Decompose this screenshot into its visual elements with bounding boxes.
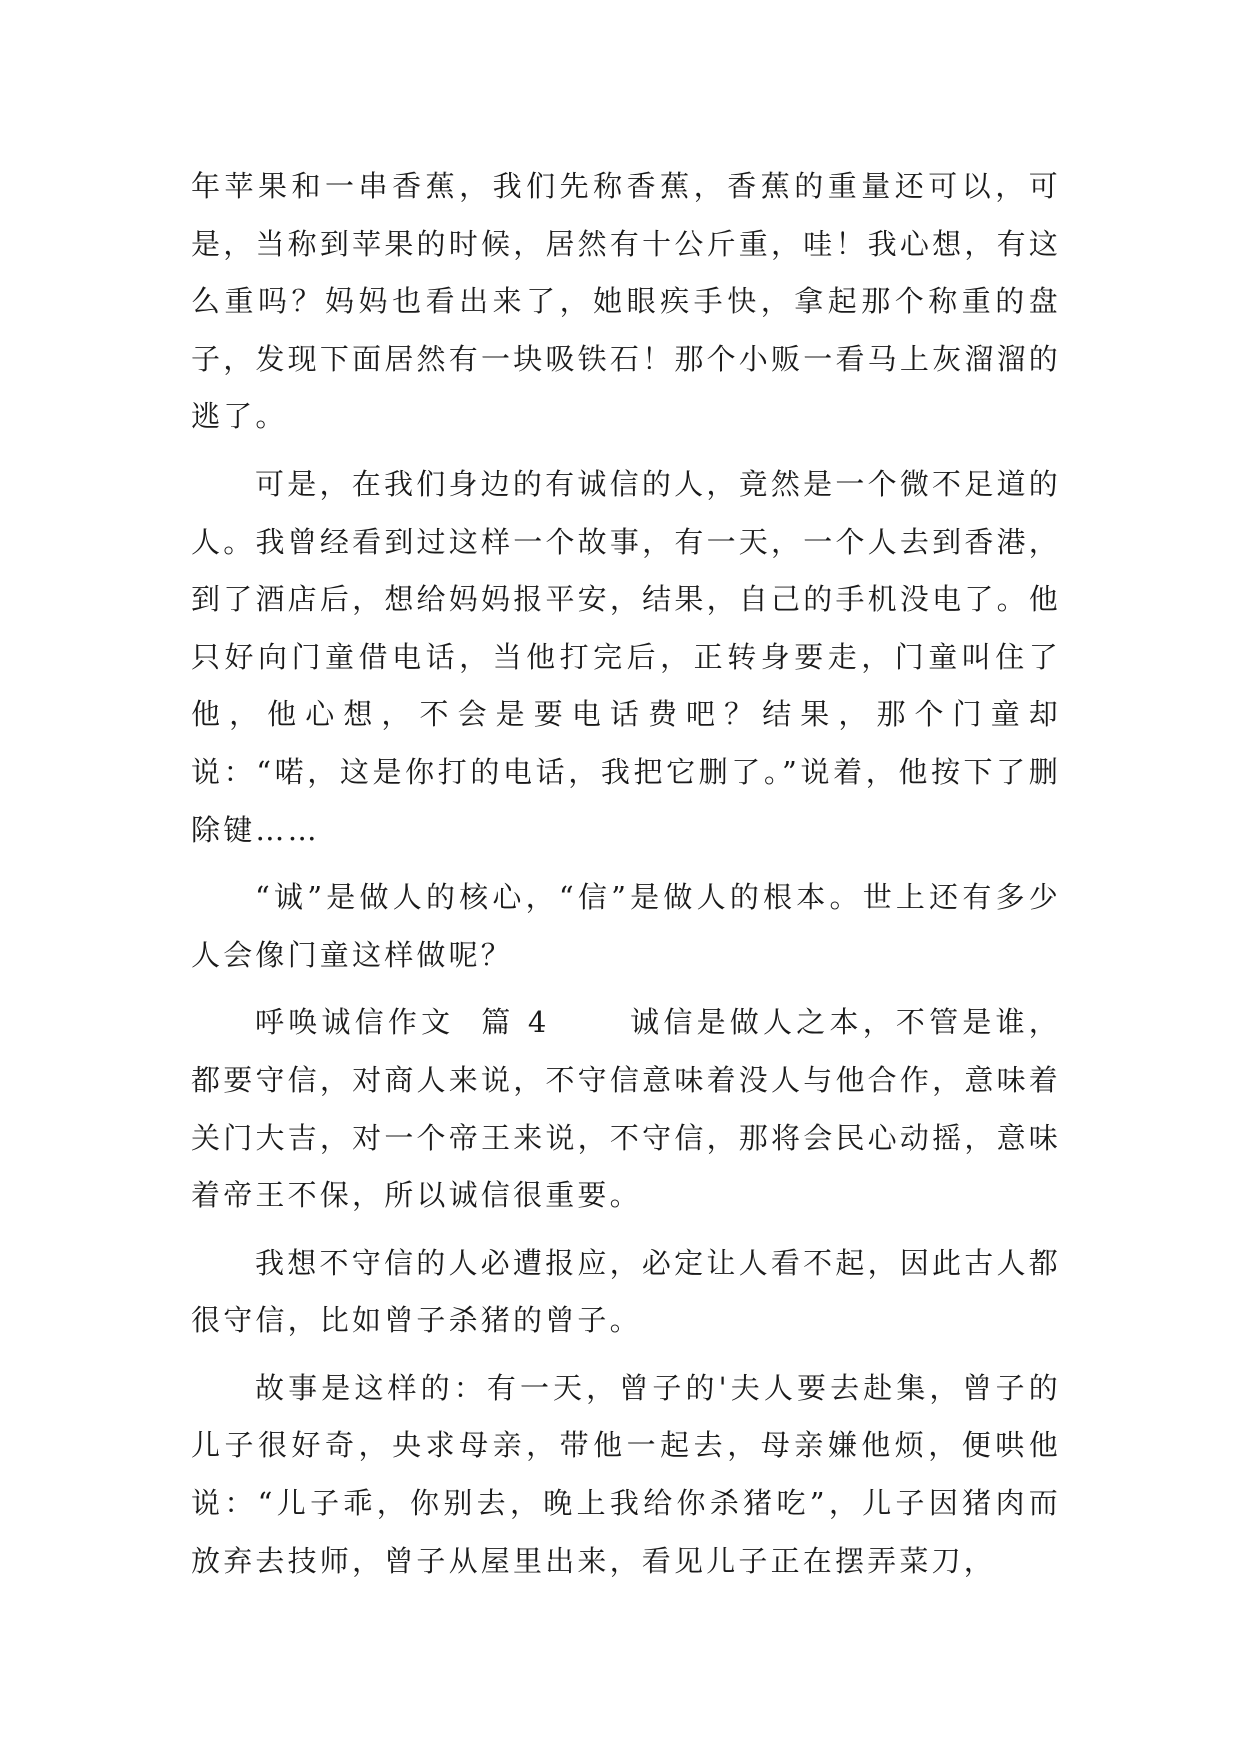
- document-body: [191, 158, 1061, 1590]
- paragraph-6: 故事是这样的：有一天，曾子的'夫人要去赴集，曾子的儿子很好奇，央求母亲，带他一起去，母亲嫌他烦，便哄他说：“儿子乖，你别去，晚上我给你杀猪吃”，儿子因猪肉而放弃去技师，曾子从屋里出来，看见儿子正在摆弄菜刀，: [191, 1370, 1061, 1578]
- paragraph-4: 呼唤诚信作文 篇 4 诚信是做人之本，不管是谁，都要守信，对商人来说，不守信意味着没人与他合作，意味着关门大吉，对一个帝王来说，不守信，那将会民心动摇，意味着帝王不保，所以诚信很重要。: [191, 1005, 1061, 1213]
- paragraph-2: 可是，在我们身边的有诚信的人，竟然是一个微不足道的人。我曾经看到过这样一个故事，有一天，一个人去到香港，到了酒店后，想给妈妈报平安，结果，自己的手机没电了。他只好向门童借电话，当他打完后，正转身要走，门童叫住了他，他心想，不会是要电话费吧？结果，那个门童却说：“喏，这是你打的电话，我把它删了。”说着，他按下了删除键……: [191, 466, 1061, 847]
- paragraph-5: 我想不守信的人必遭报应，必定让人看不起，因此古人都很守信，比如曾子杀猪的曾子。: [191, 1245, 1061, 1338]
- paragraph-1: 年苹果和一串香蕉，我们先称香蕉，香蕉的重量还可以，可是，当称到苹果的时候，居然有十公斤重，哇！我心想，有这么重吗？妈妈也看出来了，她眼疾手快，拿起那个称重的盘子，发现下面居然有一块吸铁石！那个小贩一看马上灰溜溜的逃了。: [191, 169, 1061, 434]
- paragraph-3: “诚”是做人的核心，“信”是做人的根本。世上还有多少人会像门童这样做呢？: [191, 880, 1061, 972]
